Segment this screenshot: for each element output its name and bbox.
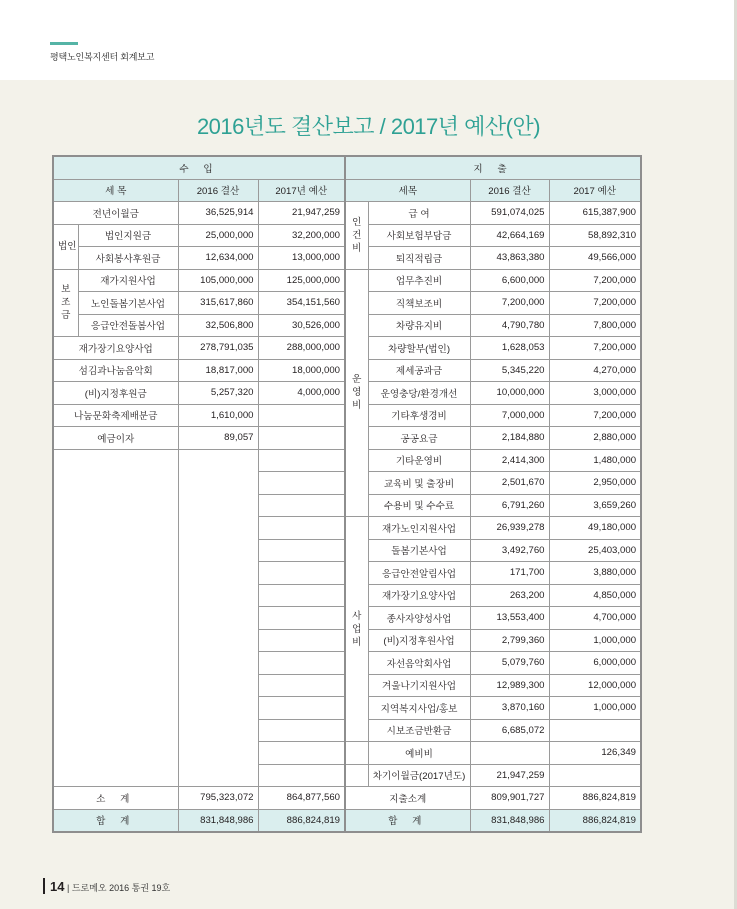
expense-group-empty bbox=[345, 764, 368, 787]
expense-budget: 7,800,000 bbox=[549, 314, 641, 337]
group-char: 금 bbox=[61, 310, 71, 322]
expense-item: 돌봄기본사업 bbox=[368, 539, 470, 562]
expense-budget: 7,200,000 bbox=[549, 337, 641, 360]
income-actual: 25,000,000 bbox=[178, 224, 258, 247]
expense-group-business bbox=[345, 517, 368, 742]
income-empty-budget bbox=[258, 697, 345, 720]
income-group-subsidy bbox=[53, 269, 78, 337]
expense-actual: 2,799,360 bbox=[470, 629, 549, 652]
expense-actual: 263,200 bbox=[470, 584, 549, 607]
total-income-label: 합 계 bbox=[53, 809, 178, 832]
income-budget: 125,000,000 bbox=[258, 269, 345, 292]
total-expense-budget: 886,824,819 bbox=[549, 809, 641, 832]
subtotal-row bbox=[53, 787, 641, 810]
total-expense-actual: 831,848,986 bbox=[470, 809, 549, 832]
expense-col-budget: 2017 예산 bbox=[549, 179, 641, 202]
budget-table bbox=[52, 155, 642, 833]
expense-item: 공공요금 bbox=[368, 427, 470, 450]
subtotal-expense-actual: 809,901,727 bbox=[470, 787, 549, 810]
income-empty-budget bbox=[258, 562, 345, 585]
income-empty-budget bbox=[258, 719, 345, 742]
expense-budget: 3,659,260 bbox=[549, 494, 641, 517]
group-char: 비 bbox=[352, 400, 362, 412]
expense-budget: 58,892,310 bbox=[549, 224, 641, 247]
income-actual: 32,506,800 bbox=[178, 314, 258, 337]
expense-item: 지역복지사업/홍보 bbox=[368, 697, 470, 720]
expense-actual: 2,501,670 bbox=[470, 472, 549, 495]
expense-item: 수용비 및 수수료 bbox=[368, 494, 470, 517]
expense-actual bbox=[470, 742, 549, 765]
footer-bar bbox=[43, 878, 45, 894]
income-empty-budget bbox=[258, 449, 345, 472]
expense-budget: 49,180,000 bbox=[549, 517, 641, 540]
expense-actual: 4,790,780 bbox=[470, 314, 549, 337]
expense-item: 기타운영비 bbox=[368, 449, 470, 472]
expense-actual: 591,074,025 bbox=[470, 202, 549, 225]
expense-item: 겨울나기지원사업 bbox=[368, 674, 470, 697]
expense-budget: 3,000,000 bbox=[549, 382, 641, 405]
total-income-budget: 886,824,819 bbox=[258, 809, 345, 832]
expense-actual: 7,000,000 bbox=[470, 404, 549, 427]
expense-item: 종사자양성사업 bbox=[368, 607, 470, 630]
subtotal-expense-budget: 886,824,819 bbox=[549, 787, 641, 810]
total-expense-label: 합 계 bbox=[345, 809, 470, 832]
group-char: 건 bbox=[352, 229, 362, 241]
income-budget: 21,947,259 bbox=[258, 202, 345, 225]
expense-budget: 4,850,000 bbox=[549, 584, 641, 607]
expense-item: 예비비 bbox=[368, 742, 470, 765]
expense-actual: 12,989,300 bbox=[470, 674, 549, 697]
expense-budget: 6,000,000 bbox=[549, 652, 641, 675]
income-budget: 4,000,000 bbox=[258, 382, 345, 405]
subtotal-income-budget: 864,877,560 bbox=[258, 787, 345, 810]
income-empty-actual bbox=[178, 449, 258, 787]
income-item: 재가지원사업 bbox=[78, 269, 178, 292]
expense-item: 교육비 및 출장비 bbox=[368, 472, 470, 495]
group-char: 비 bbox=[352, 636, 362, 648]
expense-budget: 49,566,000 bbox=[549, 247, 641, 270]
income-empty-budget bbox=[258, 517, 345, 540]
expense-actual: 42,664,169 bbox=[470, 224, 549, 247]
income-item: 응급안전돌봄사업 bbox=[78, 314, 178, 337]
group-char: 업 bbox=[352, 623, 362, 635]
expense-budget: 7,200,000 bbox=[549, 269, 641, 292]
income-section-title: 수 입 bbox=[53, 156, 345, 179]
expense-budget: 126,349 bbox=[549, 742, 641, 765]
group-char: 운 bbox=[352, 374, 362, 386]
page-number: 14 bbox=[50, 879, 65, 894]
expense-budget: 1,000,000 bbox=[549, 629, 641, 652]
income-empty-item bbox=[53, 449, 178, 787]
income-budget: 354,151,560 bbox=[258, 292, 345, 315]
total-income-actual: 831,848,986 bbox=[178, 809, 258, 832]
income-item: 노인돌봄기본사업 bbox=[78, 292, 178, 315]
expense-item: 재가장기요양사업 bbox=[368, 584, 470, 607]
group-char: 조 bbox=[61, 297, 71, 309]
income-budget: 32,200,000 bbox=[258, 224, 345, 247]
expense-col-item: 세목 bbox=[345, 179, 470, 202]
group-char: 비 bbox=[352, 242, 362, 254]
expense-budget: 1,000,000 bbox=[549, 697, 641, 720]
income-empty-budget bbox=[258, 584, 345, 607]
expense-budget: 25,403,000 bbox=[549, 539, 641, 562]
income-actual: 1,610,000 bbox=[178, 404, 258, 427]
subtotal-expense-label: 지출소계 bbox=[345, 787, 470, 810]
expense-actual: 43,863,380 bbox=[470, 247, 549, 270]
expense-budget: 3,880,000 bbox=[549, 562, 641, 585]
income-empty-budget bbox=[258, 607, 345, 630]
expense-item: 응급안전알림사업 bbox=[368, 562, 470, 585]
income-actual: 315,617,860 bbox=[178, 292, 258, 315]
expense-item: 퇴직적립금 bbox=[368, 247, 470, 270]
expense-actual: 5,345,220 bbox=[470, 359, 549, 382]
income-actual: 18,817,000 bbox=[178, 359, 258, 382]
expense-actual: 2,184,880 bbox=[470, 427, 549, 450]
group-char: 사 bbox=[352, 610, 362, 622]
expense-item: 업무추진비 bbox=[368, 269, 470, 292]
expense-item: (비)지정후원사업 bbox=[368, 629, 470, 652]
expense-item: 시보조금반환금 bbox=[368, 719, 470, 742]
subtotal-income-label: 소 계 bbox=[53, 787, 178, 810]
expense-budget: 2,880,000 bbox=[549, 427, 641, 450]
income-budget: 288,000,000 bbox=[258, 337, 345, 360]
footer-text: | 드로메오 2016 통권 19호 bbox=[66, 883, 171, 893]
expense-item: 차기이월금(2017년도) bbox=[368, 764, 470, 787]
expense-actual: 6,791,260 bbox=[470, 494, 549, 517]
page-title: 2016년도 결산보고 / 2017년 예산(안) bbox=[196, 114, 541, 139]
expense-actual: 6,600,000 bbox=[470, 269, 549, 292]
income-empty-budget bbox=[258, 494, 345, 517]
expense-col-actual: 2016 결산 bbox=[470, 179, 549, 202]
income-item: 사회봉사후원금 bbox=[78, 247, 178, 270]
running-head: 평택노인복지센터 회계보고 bbox=[50, 52, 155, 62]
expense-budget: 4,270,000 bbox=[549, 359, 641, 382]
expense-section-title: 지 출 bbox=[345, 156, 641, 179]
expense-budget: 4,700,000 bbox=[549, 607, 641, 630]
expense-actual: 5,079,760 bbox=[470, 652, 549, 675]
page-top-band bbox=[0, 0, 737, 80]
expense-budget: 1,480,000 bbox=[549, 449, 641, 472]
income-budget: 18,000,000 bbox=[258, 359, 345, 382]
expense-item: 자선음악회사업 bbox=[368, 652, 470, 675]
income-budget: 30,526,000 bbox=[258, 314, 345, 337]
income-item: 섬김과나눔음악회 bbox=[53, 359, 178, 382]
income-col-actual: 2016 결산 bbox=[178, 179, 258, 202]
grand-total-row bbox=[53, 809, 641, 832]
income-col-budget: 2017년 예산 bbox=[258, 179, 345, 202]
page-footer bbox=[50, 879, 170, 894]
expense-actual: 13,553,400 bbox=[470, 607, 549, 630]
section-header-row bbox=[53, 156, 641, 179]
expense-item: 운영충당/환경개선 bbox=[368, 382, 470, 405]
income-empty-budget bbox=[258, 629, 345, 652]
expense-budget: 7,200,000 bbox=[549, 404, 641, 427]
income-budget bbox=[258, 404, 345, 427]
table-row bbox=[53, 269, 641, 292]
expense-item: 차량유지비 bbox=[368, 314, 470, 337]
expense-item: 기타후생경비 bbox=[368, 404, 470, 427]
expense-actual: 7,200,000 bbox=[470, 292, 549, 315]
expense-group-empty bbox=[345, 742, 368, 765]
expense-item: 재가노인지원사업 bbox=[368, 517, 470, 540]
income-actual: 5,257,320 bbox=[178, 382, 258, 405]
income-actual: 278,791,035 bbox=[178, 337, 258, 360]
expense-group-personnel bbox=[345, 202, 368, 270]
subtotal-income-actual: 795,323,072 bbox=[178, 787, 258, 810]
expense-item: 사회보험부담금 bbox=[368, 224, 470, 247]
income-empty-budget bbox=[258, 652, 345, 675]
expense-actual: 6,685,072 bbox=[470, 719, 549, 742]
expense-budget bbox=[549, 764, 641, 787]
income-empty-budget bbox=[258, 764, 345, 787]
expense-item: 제세공과금 bbox=[368, 359, 470, 382]
group-char: 영 bbox=[352, 387, 362, 399]
table-row bbox=[53, 202, 641, 225]
income-empty-budget bbox=[258, 674, 345, 697]
income-item: (비)지정후원금 bbox=[53, 382, 178, 405]
group-char: 보 bbox=[61, 284, 71, 296]
income-item: 법인지원금 bbox=[78, 224, 178, 247]
expense-group-operation bbox=[345, 269, 368, 517]
expense-budget: 7,200,000 bbox=[549, 292, 641, 315]
expense-actual: 171,700 bbox=[470, 562, 549, 585]
expense-item: 직책보조비 bbox=[368, 292, 470, 315]
income-col-item: 세 목 bbox=[53, 179, 178, 202]
income-actual: 36,525,914 bbox=[178, 202, 258, 225]
column-header-row bbox=[53, 179, 641, 202]
group-char: 인 bbox=[352, 216, 362, 228]
income-empty-budget bbox=[258, 539, 345, 562]
expense-item: 차량할부(법인) bbox=[368, 337, 470, 360]
expense-budget: 2,950,000 bbox=[549, 472, 641, 495]
expense-budget: 12,000,000 bbox=[549, 674, 641, 697]
income-actual: 105,000,000 bbox=[178, 269, 258, 292]
expense-actual: 2,414,300 bbox=[470, 449, 549, 472]
income-item: 재가장기요양사업 bbox=[53, 337, 178, 360]
accent-line bbox=[50, 42, 78, 45]
income-budget: 13,000,000 bbox=[258, 247, 345, 270]
expense-actual: 3,870,160 bbox=[470, 697, 549, 720]
income-empty-budget bbox=[258, 472, 345, 495]
income-item: 전년이월금 bbox=[53, 202, 178, 225]
income-budget bbox=[258, 427, 345, 450]
income-group-corp: 법인 bbox=[53, 224, 78, 269]
expense-actual: 26,939,278 bbox=[470, 517, 549, 540]
expense-actual: 1,628,053 bbox=[470, 337, 549, 360]
income-actual: 89,057 bbox=[178, 427, 258, 450]
expense-actual: 21,947,259 bbox=[470, 764, 549, 787]
income-item: 나눔문화축제배분금 bbox=[53, 404, 178, 427]
expense-item: 급 여 bbox=[368, 202, 470, 225]
income-item: 예금이자 bbox=[53, 427, 178, 450]
income-actual: 12,634,000 bbox=[178, 247, 258, 270]
income-empty-budget bbox=[258, 742, 345, 765]
expense-actual: 10,000,000 bbox=[470, 382, 549, 405]
expense-actual: 3,492,760 bbox=[470, 539, 549, 562]
expense-budget: 615,387,900 bbox=[549, 202, 641, 225]
expense-budget bbox=[549, 719, 641, 742]
